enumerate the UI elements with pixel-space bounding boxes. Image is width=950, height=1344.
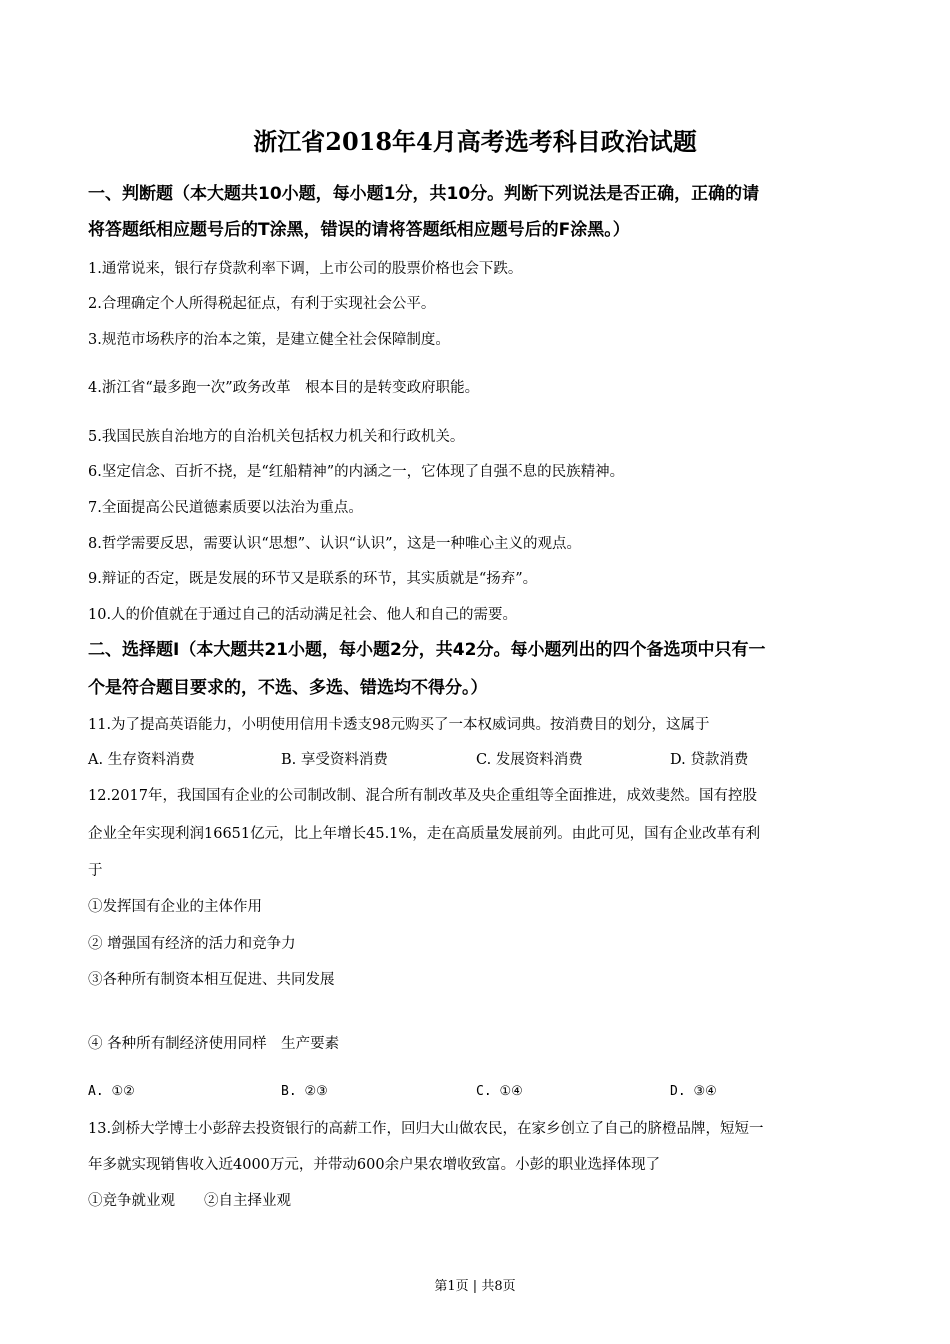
q12-option-c: C. ①④	[476, 1084, 523, 1099]
q12-statement-4: ④ 各种所有制经济使用同样 生产要素	[88, 1036, 340, 1052]
section2-heading-line1: 二、选择题Ⅰ（本大题共21小题，每小题2分，共42分。每小题列出的四个备选项中只有一	[88, 640, 766, 660]
section1-heading-line1: 一、判断题（本大题共10小题，每小题1分，共10分。判断下列说法是否正确，正确的请	[88, 184, 760, 204]
judgment-item-2: 2.合理确定个人所得税起征点，有利于实现社会公平。	[88, 296, 436, 312]
section2-heading-line2: 个是符合题目要求的，不选、多选、错选均不得分。）	[88, 678, 488, 698]
q13-stem-line1: 13.剑桥大学博士小彭辞去投资银行的高薪工作，回归大山做农民，在家乡创立了自己的脐橙品牌，短短一	[88, 1121, 764, 1137]
q13-stem-line2: 年多就实现销售收入近4000万元，并带动600余户果农增收致富。小彭的职业选择体现了	[88, 1157, 661, 1173]
judgment-item-9: 9.辩证的否定，既是发展的环节又是联系的环节，其实质就是“扬弃”。	[88, 571, 538, 587]
q12-stem-line2: 企业全年实现利润16651亿元，比上年增长45.1%，走在高质量发展前列。由此可见，国有企业改革有利	[88, 826, 761, 842]
q12-statement-3: ③各种所有制资本相互促进、共同发展	[88, 972, 335, 988]
judgment-item-8: 8.哲学需要反思，需要认识“思想”、认识“认识”，这是一种唯心主义的观点。	[88, 536, 581, 552]
q12-statement-2: ② 增强国有经济的活力和竞争力	[88, 936, 296, 952]
q12-option-a: A. ①②	[88, 1084, 135, 1099]
page-footer: 第1页 | 共8页	[434, 1279, 516, 1294]
q12-stem-line1: 12.2017年，我国国有企业的公司制改制、混合所有制改革及央企重组等全面推进，成效斐然。国有控股	[88, 788, 757, 804]
q12-options	[88, 1082, 868, 1102]
judgment-item-5: 5.我国民族自治地方的自治机关包括权力机关和行政机关。	[88, 429, 465, 445]
judgment-item-10: 10.人的价值就在于通过自己的活动满足社会、他人和自己的需要。	[88, 607, 518, 623]
q11-option-d: D. 贷款消费	[670, 752, 749, 768]
q11-option-a: A. 生存资料消费	[88, 752, 195, 768]
judgment-item-1: 1.通常说来，银行存贷款利率下调，上市公司的股票价格也会下跌。	[88, 261, 523, 277]
q11-option-b: B. 享受资料消费	[281, 752, 388, 768]
judgment-item-7: 7.全面提高公民道德素质要以法治为重点。	[88, 500, 363, 516]
judgment-item-6: 6.坚定信念、百折不挠，是“红船精神”的内涵之一，它体现了自强不息的民族精神。	[88, 464, 625, 480]
q11-option-c: C. 发展资料消费	[476, 752, 583, 768]
q11-options	[88, 750, 868, 770]
section1-heading-line2: 将答题纸相应题号后的T涂黑，错误的请将答题纸相应题号后的F涂黑。）	[88, 220, 630, 240]
q11-stem: 11.为了提高英语能力，小明使用信用卡透支98元购买了一本权威词典。按消费目的划分，这属于	[88, 717, 710, 733]
judgment-item-4: 4.浙江省“最多跑一次”政务改革 根本目的是转变政府职能。	[88, 380, 480, 396]
q12-option-d: D. ③④	[670, 1084, 717, 1099]
judgment-item-3: 3.规范市场秩序的治本之策，是建立健全社会保障制度。	[88, 332, 450, 348]
q12-option-b: B. ②③	[281, 1084, 328, 1099]
q12-stem-line3: 于	[88, 863, 103, 879]
q13-statements: ①竞争就业观 ②自主择业观	[88, 1193, 291, 1209]
document-title: 浙江省2018年4月高考选考科目政治试题	[253, 127, 697, 156]
q12-statement-1: ①发挥国有企业的主体作用	[88, 899, 262, 915]
